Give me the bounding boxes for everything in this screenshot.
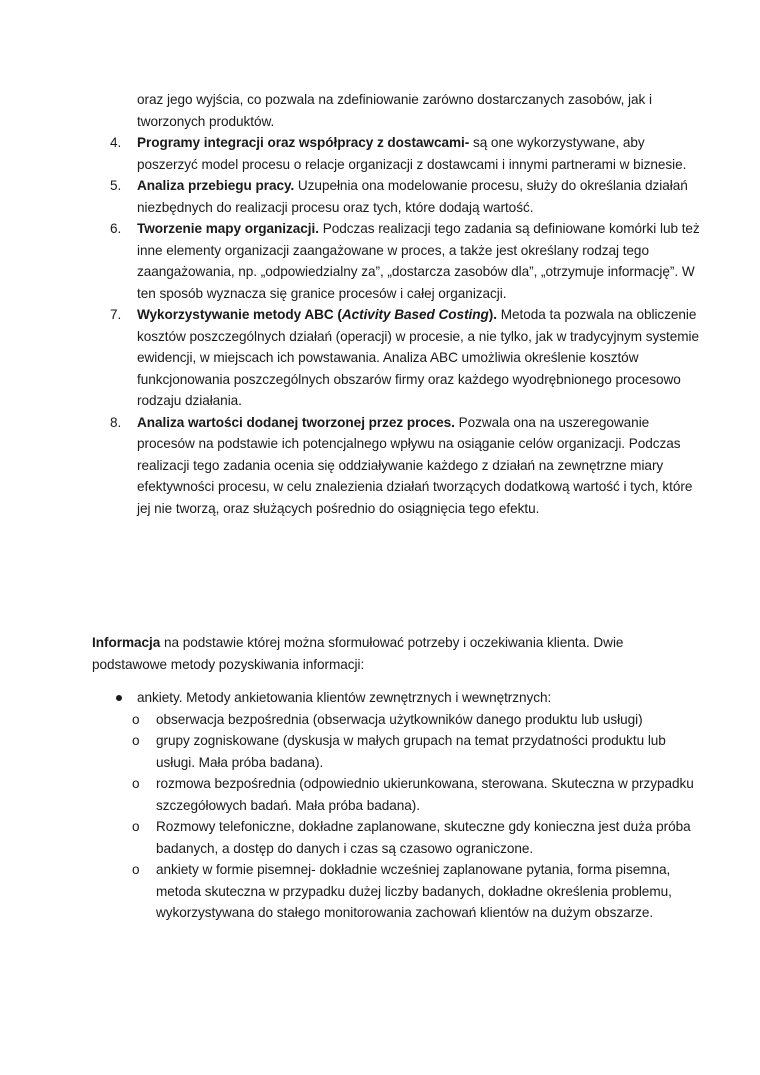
circle-bullet-icon: o: [132, 819, 140, 834]
sub-item-text: obserwacja bezpośrednia (obserwacja użytkowników danego produktu lub usługi): [156, 711, 643, 727]
item-heading: Tworzenie mapy organizacji.: [137, 221, 319, 236]
sub-list-item: [110, 773, 700, 816]
sub-list-item: [110, 709, 700, 731]
bullet-text: ankiety. Metody ankietowania klientów zewnętrznych i wewnętrznych:: [137, 690, 552, 705]
bullet-list: [110, 687, 700, 924]
sub-list-item: [110, 730, 700, 773]
sub-item-text: grupy zogniskowane (dyskusja w małych grupach na temat przydatności produktu lub usługi. Mała próba badana).: [156, 733, 666, 770]
list-item: [110, 175, 700, 218]
item-heading-end: ).: [488, 307, 497, 322]
list-item: [110, 304, 700, 412]
item-text: Uzupełnia ona modelowanie procesu, służy do określania działań niezbędnych do realizacji procesu oraz tych, które dodają wartość.: [137, 178, 688, 215]
bullet-item: [110, 687, 700, 924]
list-item: [110, 218, 700, 304]
item-text: Pozwala ona na uszeregowanie procesów na podstawie ich potencjalnego wpływu na osiąganie celów organizacji. Podczas realizacji tego zadania ocenia się oddziaływanie każdego z działań na zewnętrzne miary efektywności procesu, w celu znalezienia działań tworzących dodatkową wartość i tych, które jej nie tworzą, oraz służących pośrednio do osiągnięcia tego efektu.: [137, 414, 693, 516]
sub-item-text: ankiety w formie pisemnej- dokładnie wcześniej zaplanowane pytania, forma pisemna, metoda skuteczna w przypadku dużej liczby badanych, dokładne określenia problemu, wykorzystywana do stałego monitorowania zachowań klientów na dużym obszarze.: [156, 862, 672, 920]
continuation-paragraph: oraz jego wyjścia, co pozwala na zdefiniowanie zarówno dostarczanych zasobów, jak i tworzonych produktów.: [137, 92, 652, 129]
sub-item-text: Rozmowy telefoniczne, dokładne zaplanowane, skuteczne gdy konieczna jest duża próba badanych, a dostęp do danych i czas są czasowo ograniczone.: [156, 819, 691, 856]
item-heading: Analiza przebiegu pracy.: [137, 178, 295, 193]
numbered-list: [110, 132, 700, 519]
sub-list-item: [110, 859, 700, 924]
item-text: Podczas realizacji tego zadania są definiowane komórki lub też inne elementy organizacji zaangażowane w proces, a także jest określany rodzaj tego zaangażowania, np. „odpowiedzialny za”, „dostarcza zasobów dla”, „otrzymuje informację”. W ten sposób wyznacza się granice procesów i całej organizacji.: [137, 221, 700, 301]
sub-list-item: [110, 816, 700, 859]
list-item: [110, 412, 700, 520]
item-text: Metoda ta pozwala na obliczenie kosztów poszczególnych działań (operacji) w procesie, a nie tylko, jak w tradycyjnym systemie ewidencji, w miejscach ich powstawania. Analiza ABC umożliwia określenie kosztów funkcjonowania poszczególnych obszarów firmy oraz każdego wyodrębnionego procesowo rodzaju działania.: [137, 307, 699, 408]
item-heading: Analiza wartości dodanej tworzonej przez proces.: [137, 414, 455, 430]
circle-bullet-icon: o: [132, 776, 140, 791]
bullet-icon: [116, 695, 122, 701]
intro-heading: Informacja: [92, 635, 161, 650]
circle-bullet-icon: o: [132, 711, 140, 727]
list-item: [110, 132, 700, 175]
circle-bullet-icon: o: [132, 733, 140, 748]
item-number: 4.: [110, 135, 122, 150]
intro-text: na podstawie której można sformułować potrzeby i oczekiwania klienta. Dwie podstawowe metody pozyskiwania informacji:: [92, 635, 624, 672]
item-heading-italic: Activity Based Costing: [341, 307, 489, 322]
item-heading: Programy integracji oraz współpracy z dostawcami-: [137, 135, 470, 150]
item-heading: Wykorzystywanie metody ABC (: [137, 307, 342, 322]
circle-bullet-icon: o: [132, 862, 140, 877]
item-text: są one wykorzystywane, aby poszerzyć model procesu o relacje organizacji z dostawcami i innymi partnerami w biznesie.: [137, 135, 687, 172]
intro-paragraph: [92, 632, 692, 675]
item-number: 6.: [110, 221, 122, 236]
item-number: 8.: [110, 414, 122, 430]
sub-list: [110, 709, 700, 924]
sub-item-text: rozmowa bezpośrednia (odpowiednio ukierunkowana, sterowana. Skuteczna w przypadku szczegółowych badań. Mała próba badana).: [156, 776, 694, 813]
item-number: 7.: [110, 307, 122, 322]
item-number: 5.: [110, 178, 122, 193]
